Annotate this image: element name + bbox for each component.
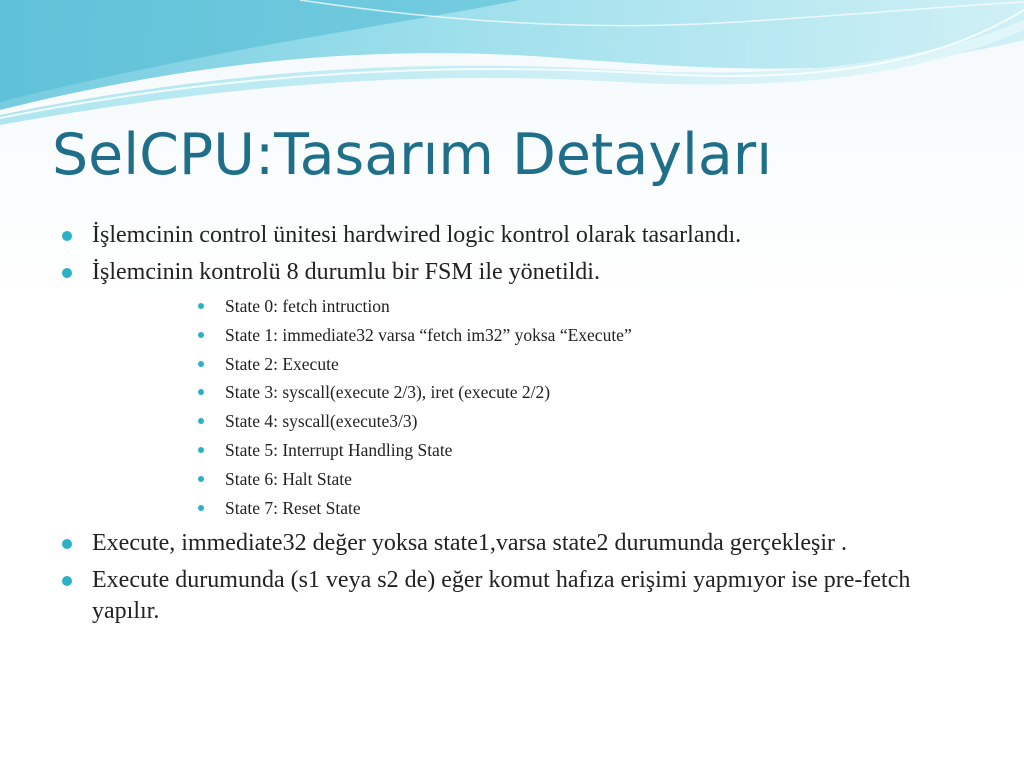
sub-bullet-dot-icon <box>198 389 204 395</box>
bullet-item <box>0 257 1024 522</box>
state-text: State 0: fetch intruction <box>225 296 390 316</box>
sub-bullet-dot-icon <box>198 476 204 482</box>
state-item <box>92 321 964 350</box>
state-text: State 3: syscall(execute 2/3), iret (execute 2/2) <box>225 382 551 403</box>
state-item <box>92 292 964 321</box>
bullet-dot-icon <box>62 539 72 549</box>
slide-title: SelCPU:Tasarım Detayları <box>52 122 773 188</box>
state-item <box>92 494 964 523</box>
sub-bullet-dot-icon <box>198 361 204 367</box>
state-text: State 4: syscall(execute3/3) <box>225 411 418 432</box>
sub-bullet-dot-icon <box>198 303 204 309</box>
state-item <box>92 378 964 407</box>
sub-bullet-dot-icon <box>198 505 204 511</box>
state-item <box>92 350 964 379</box>
bullet-item <box>0 220 1024 251</box>
state-text: State 6: Halt State <box>225 468 352 489</box>
bullet-dot-icon <box>62 268 72 278</box>
bullet-item <box>0 528 1024 559</box>
state-text: State 2: Execute <box>225 353 339 374</box>
sub-bullet-dot-icon <box>198 418 204 424</box>
sub-bullet-dot-icon <box>198 447 204 453</box>
decorative-wave-header <box>0 0 1024 130</box>
state-item <box>92 436 964 465</box>
state-text: State 5: Interrupt Handling State <box>225 439 453 460</box>
state-text: State 7: Reset State <box>225 497 361 518</box>
slide-content <box>0 220 1024 633</box>
state-list <box>92 292 964 522</box>
bullet-list <box>0 220 1024 627</box>
bullet-text: Execute durumunda (s1 veya s2 de) eğer komut hafıza erişimi yapmıyor ise pre-fetch yapılır. <box>92 567 911 625</box>
bullet-text: İşlemcinin kontrolü 8 durumlu bir FSM ile yönetildi. <box>92 259 600 285</box>
bullet-text: İşlemcinin control ünitesi hardwired logic kontrol olarak tasarlandı. <box>92 222 742 248</box>
bullet-dot-icon <box>62 231 72 241</box>
bullet-item <box>0 565 1024 627</box>
state-item <box>92 407 964 436</box>
state-text: State 1: immediate32 varsa “fetch im32” yoksa “Execute” <box>225 324 632 345</box>
bullet-text: Execute, immediate32 değer yoksa state1,varsa state2 durumunda gerçekleşir . <box>92 530 848 557</box>
bullet-dot-icon <box>62 576 72 586</box>
sub-bullet-dot-icon <box>198 332 204 338</box>
state-item <box>92 465 964 494</box>
